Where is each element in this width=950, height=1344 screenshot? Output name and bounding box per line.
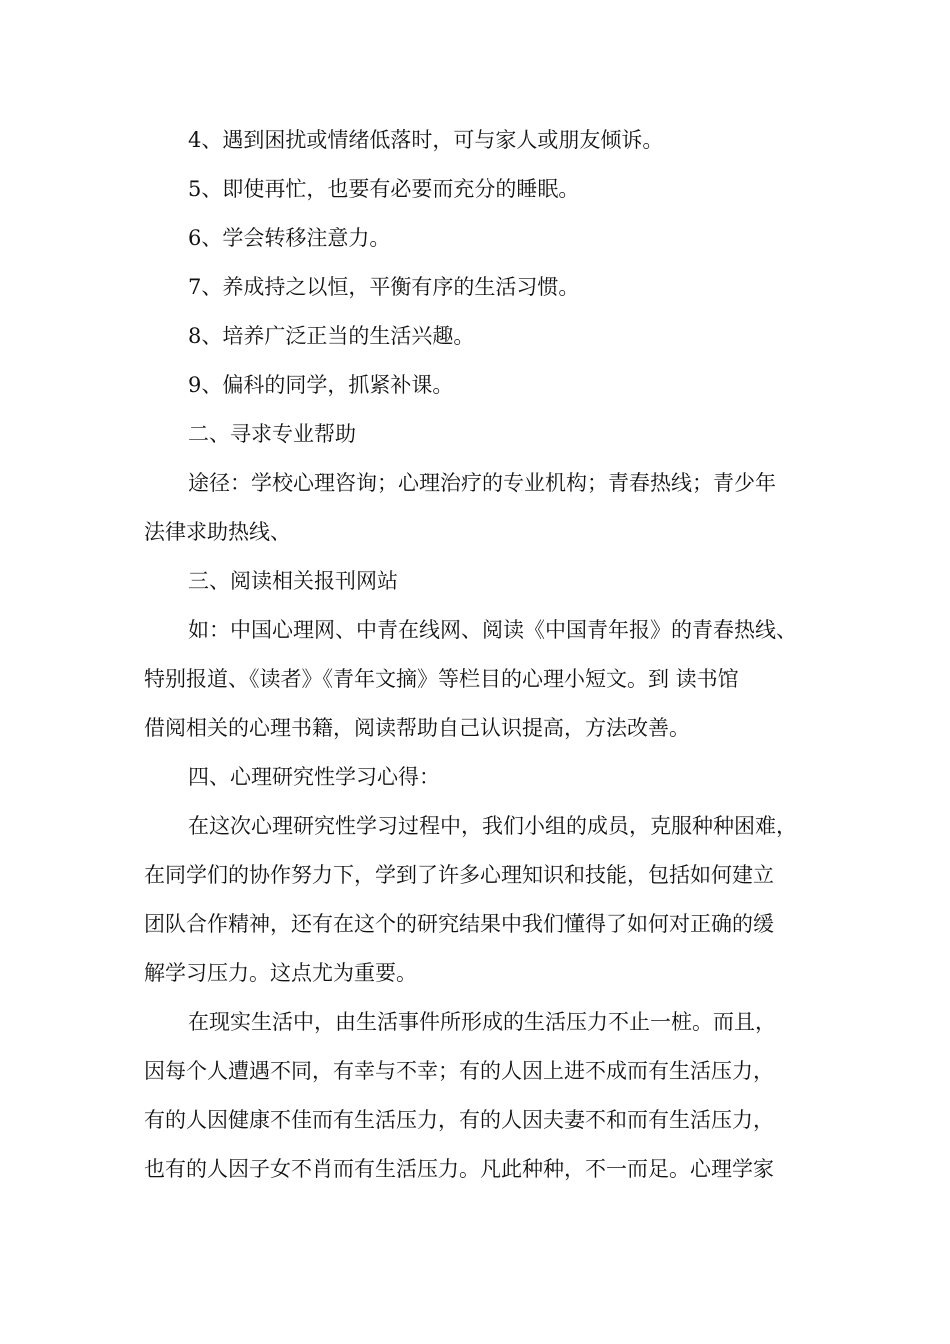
paragraph-line: 因每个人遭遇不同，有幸与不幸；有的人因上进不成而有生活压力， <box>144 1059 774 1083</box>
paragraph-line: 在现实生活中，由生活事件所形成的生活压力不止一桩。而且， <box>188 1010 776 1034</box>
list-item: 4、遇到困扰或情绪低落时，可与家人或朋友倾诉。 <box>188 128 664 152</box>
paragraph-line: 如：中国心理网、中青在线网、阅读《中国青年报》的青春热线、 <box>188 618 797 642</box>
paragraph-line: 团队合作精神，还有在这个的研究结果中我们懂得了如何对正确的缓 <box>144 912 774 936</box>
paragraph-line: 在同学们的协作努力下，学到了许多心理知识和技能，包括如何建立 <box>144 863 774 887</box>
paragraph-reading <box>144 606 808 753</box>
paragraph-line: 也有的人因子女不肖而有生活压力。凡此种种，不一而足。心理学家 <box>144 1157 774 1181</box>
paragraph-line: 特别报道、《读者》《青年文摘》等栏目的心理小短文。到 读书馆 <box>144 667 739 691</box>
list-item: 9、偏科的同学，抓紧补课。 <box>188 373 454 397</box>
list-item: 7、养成持之以恒，平衡有序的生活习惯。 <box>188 275 580 299</box>
list-item: 5、即使再忙，也要有必要而充分的睡眠。 <box>188 177 580 201</box>
list-item: 8、培养广泛正当的生活兴趣。 <box>188 324 475 348</box>
paragraph-professional-help <box>144 459 808 557</box>
paragraph-line: 途径：学校心理咨询；心理治疗的专业机构；青春热线；青少年 <box>188 471 776 495</box>
list-item: 6、学会转移注意力。 <box>188 226 391 250</box>
document-body <box>144 116 808 1194</box>
paragraph-line: 借阅相关的心理书籍，阅读帮助自己认识提高，方法改善。 <box>144 716 690 740</box>
paragraph-line: 有的人因健康不佳而有生活压力，有的人因夫妻不和而有生活压力， <box>144 1108 774 1132</box>
section-heading-study-reflection: 四、心理研究性学习心得： <box>188 765 440 789</box>
paragraph-life-pressure <box>144 998 808 1194</box>
section-heading-professional-help: 二、寻求专业帮助 <box>188 422 356 446</box>
paragraph-line: 法律求助热线、 <box>144 520 291 544</box>
paragraph-line: 解学习压力。这点尤为重要。 <box>144 961 417 985</box>
paragraph-line: 在这次心理研究性学习过程中，我们小组的成员，克服种种困难， <box>188 814 797 838</box>
paragraph-study-reflection <box>144 802 808 998</box>
section-heading-reading: 三、阅读相关报刊网站 <box>188 569 398 593</box>
